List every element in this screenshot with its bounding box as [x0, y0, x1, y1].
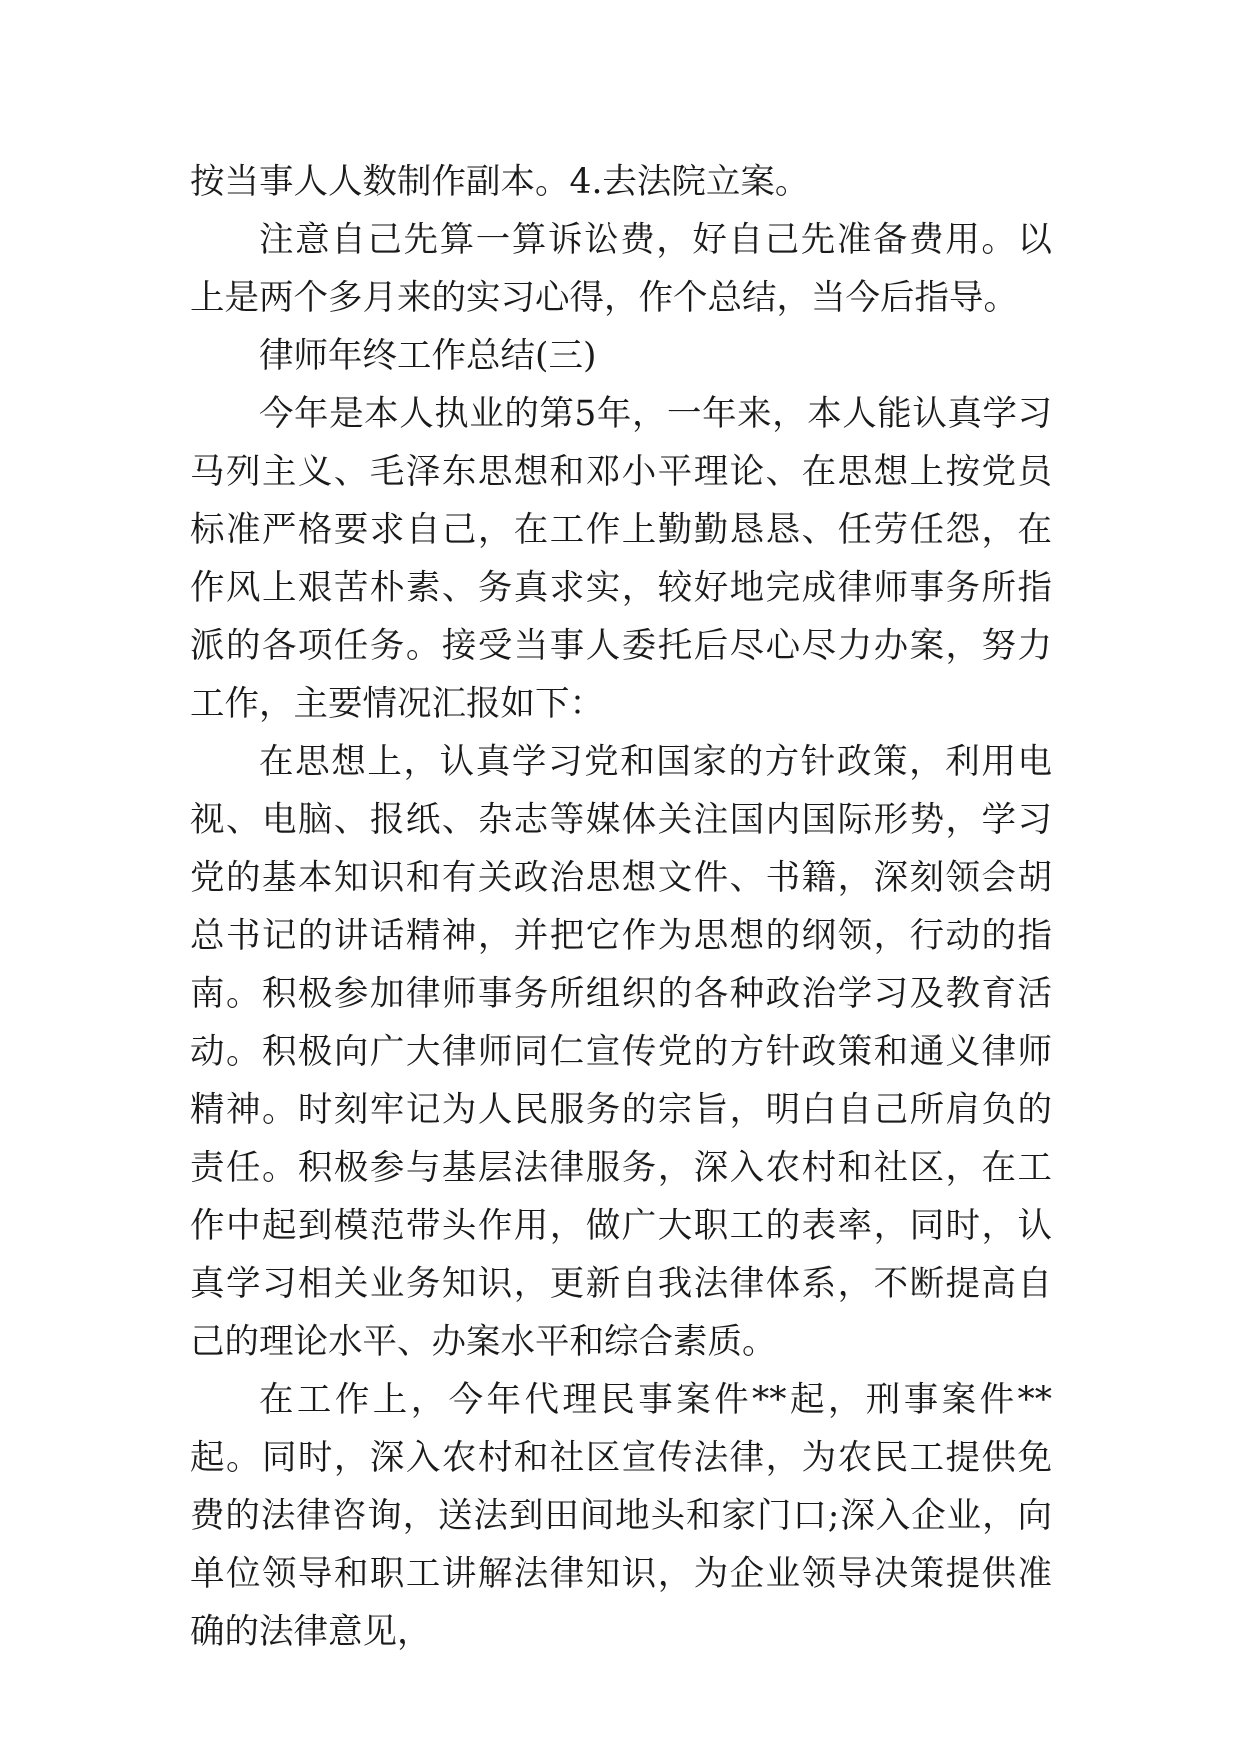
paragraph-1: 按当事人人数制作副本。4.去法院立案。 — [190, 162, 810, 202]
paragraph-4: 今年是本人执业的第5年，一年来，本人能认真学习马列主义、毛泽东思想和邓小平理论、在思想上按党员标准严格要求自己，在工作上勤勤恳恳、任劳任怨，在作风上艰苦朴素、务真求实，较好地完成律师事务所指派的各项任务。接受当事人委托后尽心尽力办案，努力工作，主要情况汇报如下： — [190, 394, 1052, 724]
section-heading: 律师年终工作总结(三) — [259, 336, 597, 376]
paragraph-5: 在思想上，认真学习党和国家的方针政策，利用电视、电脑、报纸、杂志等媒体关注国内国际形势，学习党的基本知识和有关政治思想文件、书籍，深刻领会胡总书记的讲话精神，并把它作为思想的纲领，行动的指南。积极参加律师事务所组织的各种政治学习及教育活动。积极向广大律师同仁宣传党的方针政策和通义律师精神。时刻牢记为人民服务的宗旨，明白自己所肩负的责任。积极参与基层法律服务，深入农村和社区，在工作中起到模范带头作用，做广大职工的表率，同时，认真学习相关业务知识，更新自我法律体系，不断提高自己的理论水平、办案水平和综合素质。 — [190, 742, 1052, 1362]
document-body — [190, 153, 1052, 1661]
paragraph-6: 在工作上，今年代理民事案件**起，刑事案件**起。同时，深入农村和社区宣传法律，为农民工提供免费的法律咨询，送法到田间地头和家门口;深入企业，向单位领导和职工讲解法律知识，为企业领导决策提供准确的法律意见， — [190, 1380, 1052, 1652]
paragraph-2: 注意自己先算一算诉讼费，好自己先准备费用。以上是两个多月来的实习心得，作个总结，当今后指导。 — [190, 220, 1052, 318]
